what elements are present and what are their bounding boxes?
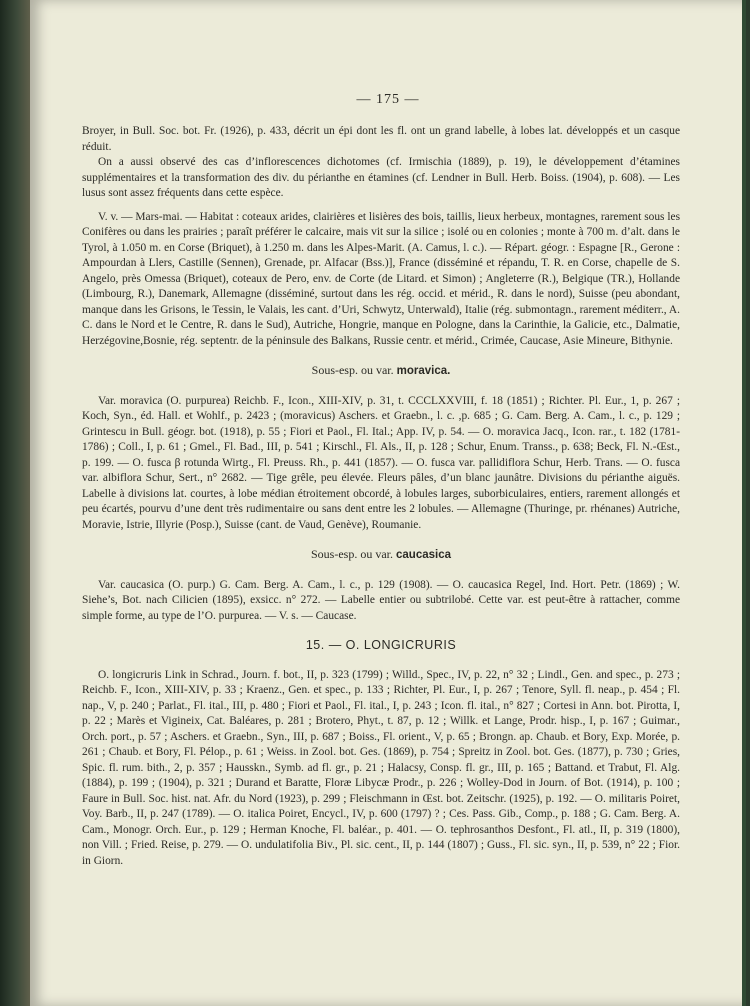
heading-moravica: [82, 363, 680, 380]
heading-caucasica-name: caucasica: [396, 549, 451, 561]
page-edge: [742, 0, 746, 1006]
paragraph-var-caucasica: Var. caucasica (O. purp.) G. Cam. Berg. A. Cam., l. c., p. 129 (1908). — O. caucasica Regel, Ind. Hort. Petr. (1869) ; W. Siehe’s, Bot. nach Cilicien (1895), exsicc. n° 272. — Labelle entier ou subtrilobé. Cette var. est peut-être à rattacher, comme simple forme, au type de l’O. purpurea. — V. s. — Caucase.: [82, 578, 680, 622]
heading-moravica-name: moravica.: [396, 365, 451, 377]
book-gutter: [0, 0, 34, 1006]
book-page: [30, 0, 746, 1006]
heading-caucasica-prefix: Sous-esp. ou var.: [311, 547, 393, 561]
page-number: — 175 —: [356, 92, 420, 107]
paragraph-var-moravica: Var. moravica (O. purpurea) Reichb. F., Icon., XIII-XIV, p. 31, t. CCCLXXVIII, f. 18 (1851) ; Richter. Pl. Eur., 1, p. 267 ; Koch, Syn., éd. Hall. et Wohlf., p. 2423 ; (moravicus) Aschers. et Graebn., l. c. ,p. 685 ; G. Cam. Berg. A. Cam., l. c., p. 129 ; Grintescu in Bull. géogr. bot. (1918), p. 55 ; Fiori et Paol., Fl. Ital.; App. IV, p. 54. — O. moravica Jacq., Icon. rar., t. 182 (1781-1786) ; Coll., I, p. 61 ; Gmel., Fl. Bad., III, p. 541 ; Kirschl., Fl. Als., II, p. 128 ; Schur, Enum. Transs., p. 638; Beck, Fl. N.-Œst., p. 199. — O. fusca β rotunda Wirtg., Fl. Preuss. Rh., p. 441 (1857). — O. fusca var. pallidiflora Schur, Herb. Trans. — O. fusca var. albiflora Schur, Sert., n° 2682. — Tige grêle, peu élevée. Fleurs pâles, d’un blanc jaunâtre. Divisions du périanthe aiguës. Labelle à divisions lat. courtes, à lobe médian étroitement obcordé, à lobules larges, suborbiculaires, entiers, rarement allongés et peu écartés, pourvu d’une dent très rudimentaire ou sans dent entre les 2 lobules. — Allemagne (Thuringe, pr. rhénanes) Autriche, Moravie, Istrie, Illyrie (Posp.), Suisse (cant. de Vaud, Genève), Roumanie.: [82, 394, 680, 531]
paragraph-longicruris: O. longicruris Link in Schrad., Journ. f. bot., II, p. 323 (1799) ; Willd., Spec., IV, p. 22, n° 32 ; Lindl., Gen. and spec., p. 273 ; Reichb. F., Icon., XIII-XIV, p. 33 ; Kraenz., Gen. et spec., p. 133 ; Richter, Pl. Eur., I, p. 267 ; Tenore, Syll. fl. neap., p. 454 ; Fl. nap., V, p. 240 ; Parlat., Fl. ital., III, p. 480 ; Fiori et Paol., Fl. ital., I, p. 243 ; Icon. fl. ital., n° 827 ; Cortesi in Ann. bot. Pirotta, I, p. 22 ; Marès et Vigineix, Cat. Baléares, p. 281 ; Brotero, Phyt., t. 87, p. 12 ; Willk. et Lange, Prodr. hisp., I, p. 167 ; Guimar., Orch. port., p. 57 ; Aschers. et Graebn., Syn., III, p. 687 ; Boiss., Fl. orient., V, p. 65 ; Brongn. ap. Chaub. et Bory, Exp. Morée, p. 261 ; Chaub. et Bory, Fl. Pélop., p. 61 ; Weiss. in Zool. bot. Ges. (1869), p. 754 ; Spreitz in Zool. bot. Ges. (1877), p. 730 ; Gries, Spic. fl. rum. bith., 2, p. 357 ; Hausskn., Symb. ad fl. gr., p. 21 ; Halacsy, Consp. fl. gr., III, p. 165 ; Battand. et Trabut, Fl. Alg. (1884), p. 199 ; (1904), p. 321 ; Durand et Baratte, Floræ Libycæ Prodr., p. 226 ; Wolley-Dod in Journ. of Bot. (1914), p. 100 ; Faure in Bull. Soc. hist. nat. Afr. du Nord (1923), p. 299 ; Fleischmann in Œst. bot. Zeitschr. (1925), p. 192. — O. militaris Poiret, Voy. Barb., II, p. 247 (1789). — O. italica Poiret, Encycl., IV, p. 600 (1797) ? ; Ces. Pass. Gib., Comp., p. 188 ; G. Cam. Berg. A. Cam., Monogr. Orch. Eur., p. 129 ; Herman Knoche, Fl. baléar., p. 401. — O. tephrosanthos Desfont., Fl. atl., II, p. 319 (1800), non Vill. ; Fried. Reise, p. 279. — O. undulatifolia Biv., Pl. sic. cent., II, p. 144 (1807) ; Guss., Fl. sic. syn., II, p. 539, n° 22 ; Fior. in Giorn.: [82, 668, 680, 867]
heading-moravica-prefix: Sous-esp. ou var.: [311, 363, 394, 377]
page-body: [82, 124, 680, 869]
heading-caucasica: [82, 547, 680, 564]
paragraph-habitat: V. v. — Mars-mai. — Habitat : coteaux arides, clairières et lisières des bois, taillis, lieux herbeux, montagnes, rarement sous les Conifères ou dans les prairies ; paraît préférer le calcaire, mais vit sur la silice ; isolé ou en colonies ; monte à 700 m. d’alt. dans le Tyrol, à 1.050 m. en Corse (Briquet), à 1.250 m. dans les Alpes-Marit. (A. Camus, l. c.). — Répart. géogr. : Espagne [R., Gerone : Ampourdan à Llers, Castille (Sennen), Grenade, pr. Alfacar (Bss.)], France (disséminé et répandu, T. R. en Corse, chapelle de S. Angelo, près Omessa (Briquet), coteaux de Pero, env. de Corte (de Litard. et Simon) ; Angleterre (R.), Belgique (TR.), Hollande (Limbourg, R.), Danemark, Allemagne (disséminé, surtout dans les rég. occid. et mérid., R. dans le nord), Suisse (peu abondant, manque dans les Grisons, le Tessin, le Valais, les cant. d’Uri, Schwytz, Unterwald), Italie (rég. submontagn., rarement méditerr., A. C. dans le Nord et le Centre, R. dans le Sud), Autriche, Hongrie, manque en Pologne, dans la Carinthie, la Galicie, etc., Dalmatie, Herzégovine,Bosnie, rég. septentr. de la péninsule des Balkans, Russie centr. et mérid., Crimée, Caucase, Asie Mineure, Bithynie.: [82, 210, 680, 347]
section-title-longicruris: 15. — O. LONGICRURIS: [305, 638, 457, 652]
paragraph-broyer: Broyer, in Bull. Soc. bot. Fr. (1926), p. 433, décrit un épi dont les fl. ont un grand labelle, à lobes lat. développés et un casque réduit.: [82, 125, 680, 153]
paragraph-inflorescences: On a aussi observé des cas d’inflorescences dichotomes (cf. Irmischia (1889), p. 19), le développement d’étamines supplémentaires et la transformation des div. du périanthe en étamines (cf. Lendner in Bull. Herb. Boiss. (1904), p. 608). — Les lusus sont assez fréquents dans cette espèce.: [82, 156, 680, 199]
